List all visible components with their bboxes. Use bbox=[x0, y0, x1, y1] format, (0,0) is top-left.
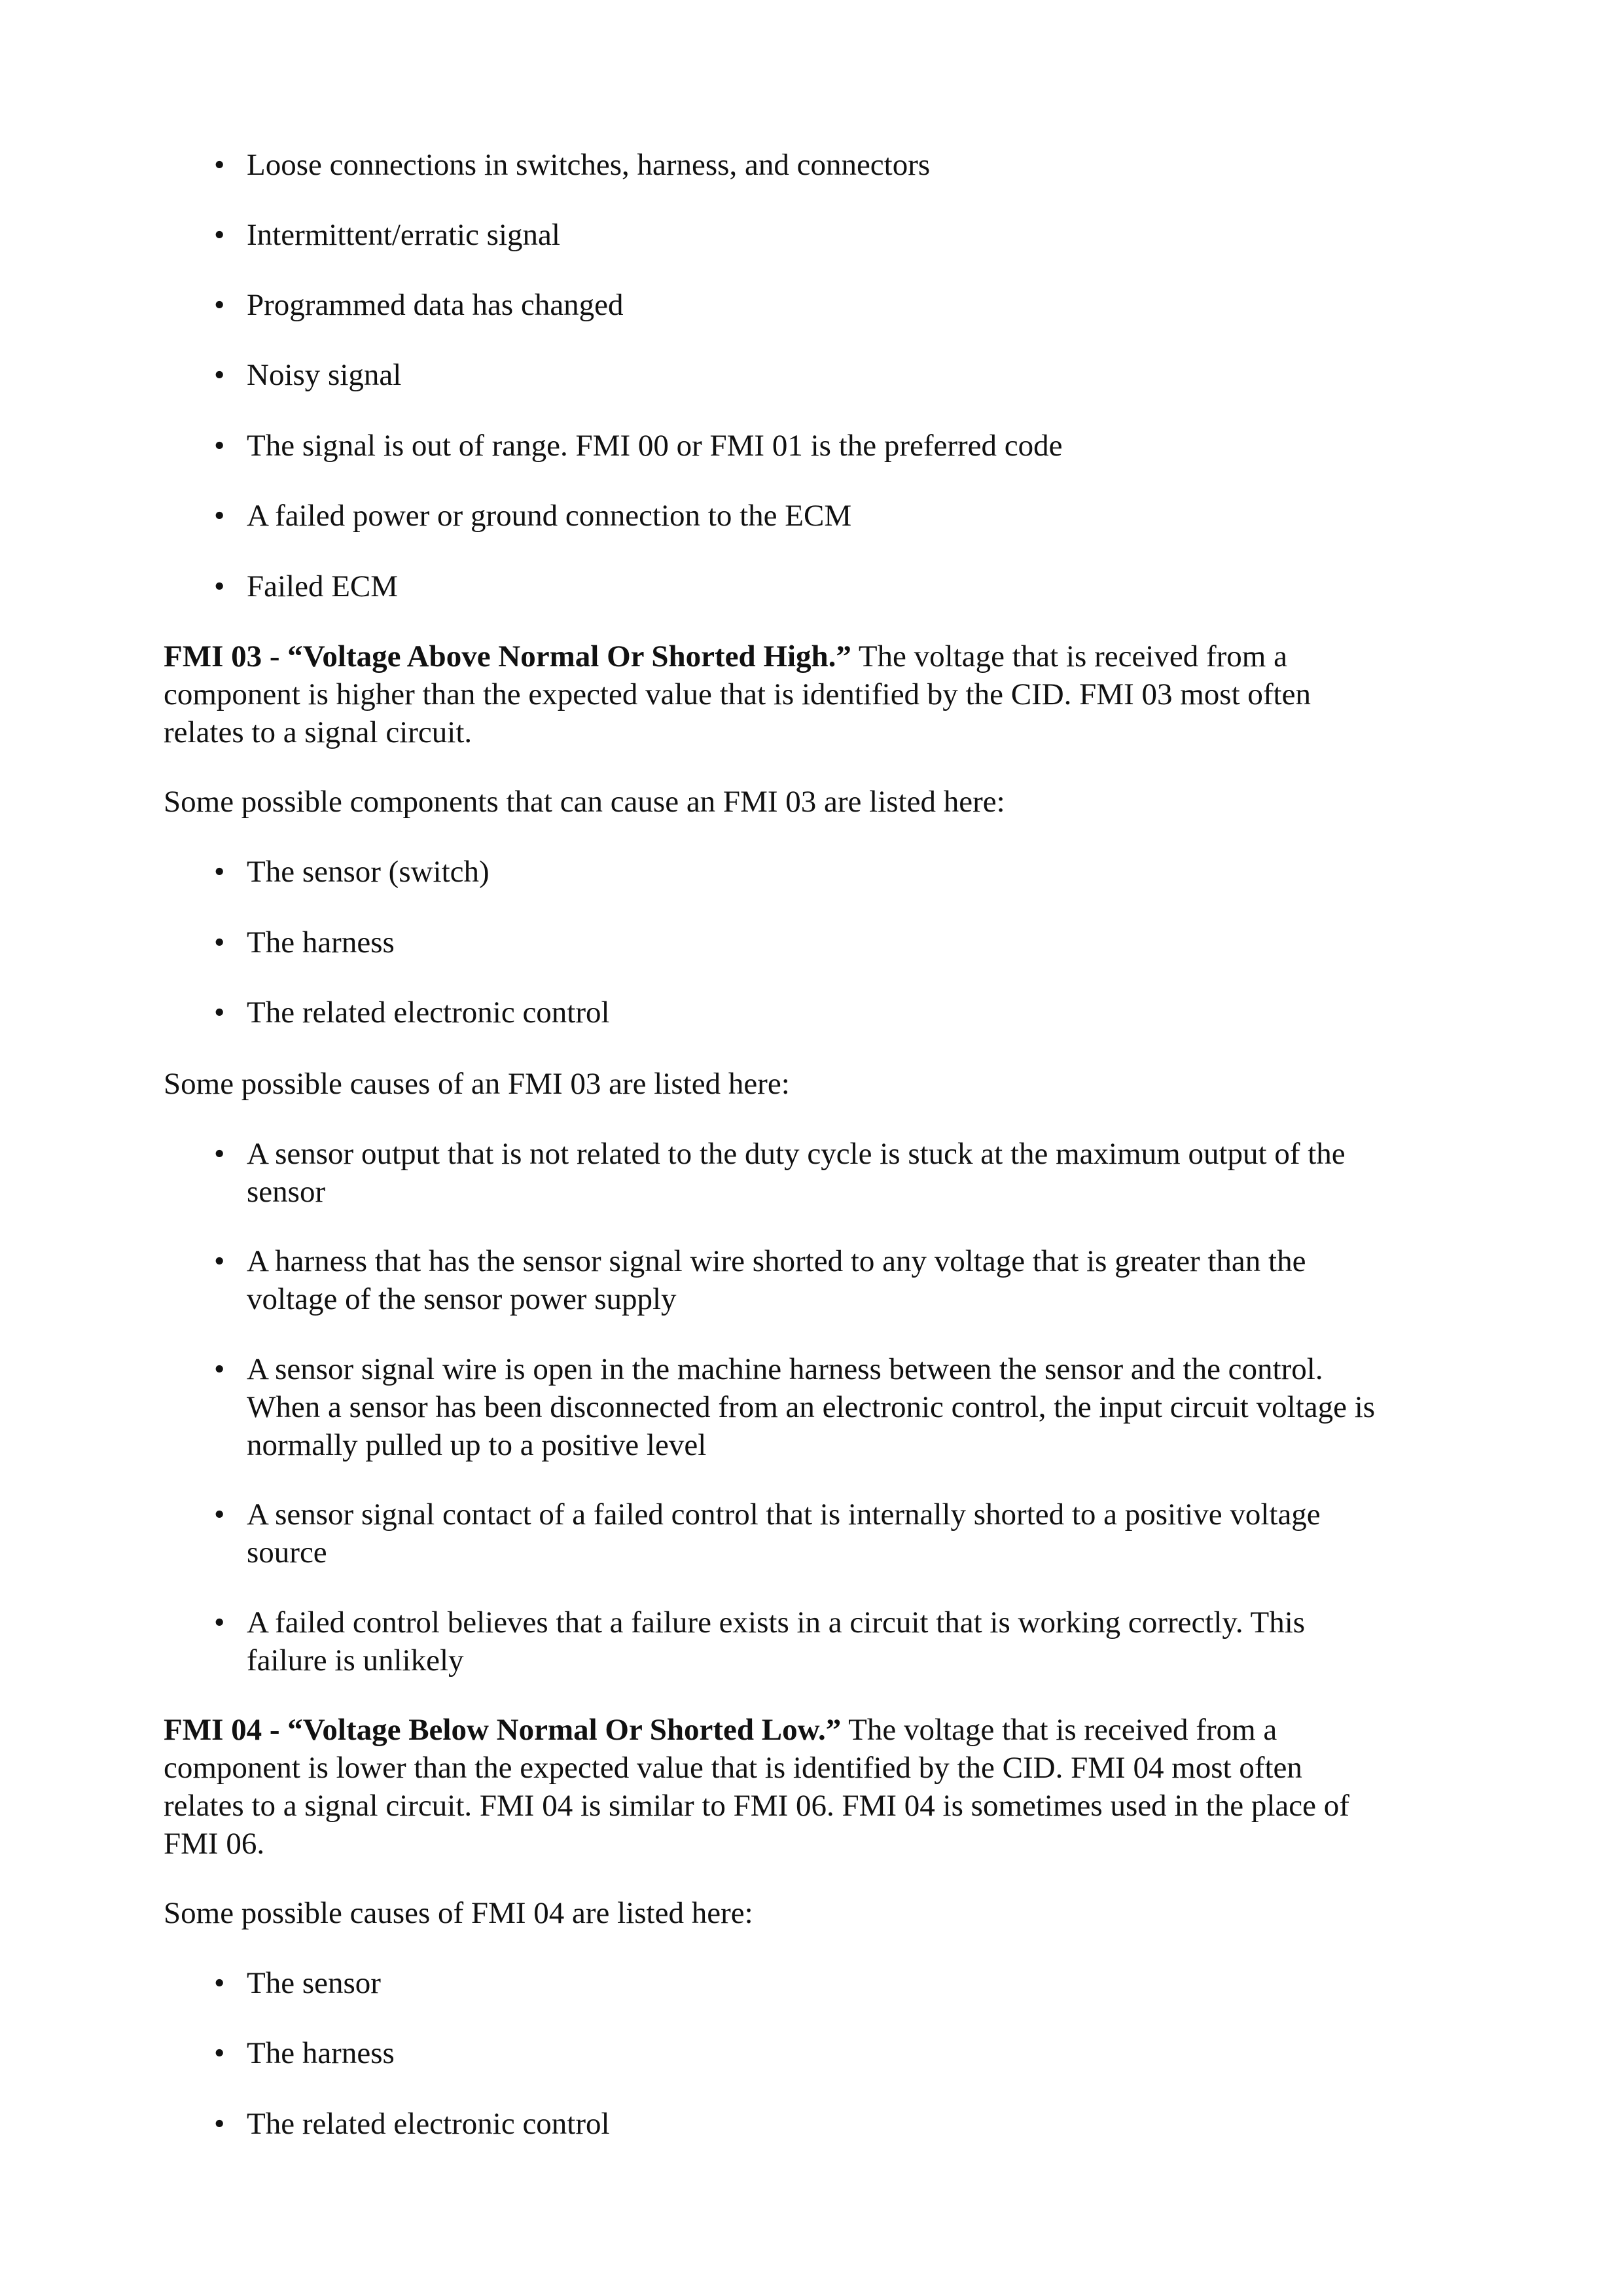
list-item-text: Noisy signal bbox=[247, 358, 402, 392]
fmi03-text-line: relates to a signal circuit. bbox=[164, 715, 473, 749]
list-item-line: When a sensor has been disconnected from an electronic control, the input circuit voltage is bbox=[247, 1390, 1376, 1424]
fmi03-text-line: component is higher than the expected value that is identified by the CID. FMI 03 most often bbox=[164, 677, 1311, 711]
bullet-marker: • bbox=[214, 288, 225, 322]
fmi04-causes-intro: Some possible causes of FMI 04 are listed here: bbox=[164, 1896, 753, 1930]
list-item-text: Intermittent/erratic signal bbox=[247, 218, 560, 252]
bullet-marker: • bbox=[214, 1605, 225, 1640]
fmi03-paragraph bbox=[164, 637, 1479, 751]
fmi03-text-line: The voltage that is received from a bbox=[851, 639, 1287, 673]
bullet-marker: • bbox=[214, 429, 225, 463]
fmi03-causes-intro: Some possible causes of an FMI 03 are listed here: bbox=[164, 1067, 790, 1101]
bullet-marker: • bbox=[214, 499, 225, 533]
list-item-text: Programmed data has changed bbox=[247, 288, 624, 322]
list-item-line: A sensor signal contact of a failed control that is internally shorted to a positive voltage bbox=[247, 1498, 1321, 1532]
list-item-line: normally pulled up to a positive level bbox=[247, 1428, 707, 1462]
fmi04-paragraph bbox=[164, 1711, 1479, 1863]
list-item-text: The related electronic control bbox=[247, 996, 610, 1030]
list-item-text: Loose connections in switches, harness, and connectors bbox=[247, 148, 931, 182]
bullet-marker: • bbox=[214, 996, 225, 1030]
bullet-marker: • bbox=[214, 855, 225, 889]
fmi04-heading: FMI 04 - “Voltage Below Normal Or Shorted Low.” bbox=[164, 1713, 842, 1747]
fmi04-text-line: component is lower than the expected value that is identified by the CID. FMI 04 most often bbox=[164, 1751, 1302, 1785]
list-item-text: The sensor (switch) bbox=[247, 855, 490, 889]
list-item-text: Failed ECM bbox=[247, 569, 399, 603]
bullet-marker: • bbox=[214, 148, 225, 182]
bullet-marker: • bbox=[214, 1498, 225, 1532]
list-item-line: failure is unlikely bbox=[247, 1643, 464, 1677]
list-item-text bbox=[247, 1604, 1490, 1679]
list-item-line: source bbox=[247, 1535, 327, 1570]
bullet-marker: • bbox=[214, 2036, 225, 2070]
list-item-text: The harness bbox=[247, 2036, 395, 2070]
list-item-line: sensor bbox=[247, 1175, 326, 1209]
list-item-line: A harness that has the sensor signal wire shorted to any voltage that is greater than the bbox=[247, 1244, 1306, 1278]
list-item-line: A failed control believes that a failure exists in a circuit that is working correctly. This bbox=[247, 1605, 1306, 1640]
bullet-marker: • bbox=[214, 2107, 225, 2141]
bullet-marker: • bbox=[214, 1966, 225, 2000]
fmi03-heading: FMI 03 - “Voltage Above Normal Or Shorted High.” bbox=[164, 639, 851, 673]
list-item-text bbox=[247, 1242, 1490, 1318]
fmi04-text-line: relates to a signal circuit. FMI 04 is similar to FMI 06. FMI 04 is sometimes used in the place of bbox=[164, 1789, 1349, 1823]
list-item-text: A failed power or ground connection to the ECM bbox=[247, 499, 852, 533]
bullet-marker: • bbox=[214, 569, 225, 603]
list-item-text: The signal is out of range. FMI 00 or FMI 01 is the preferred code bbox=[247, 429, 1063, 463]
bullet-marker: • bbox=[214, 925, 225, 960]
list-item-line: voltage of the sensor power supply bbox=[247, 1282, 677, 1316]
list-item-line: A sensor signal wire is open in the machine harness between the sensor and the control. bbox=[247, 1352, 1323, 1386]
list-item-line: A sensor output that is not related to the duty cycle is stuck at the maximum output of the bbox=[247, 1137, 1346, 1171]
list-item-text: The related electronic control bbox=[247, 2107, 610, 2141]
bullet-marker: • bbox=[214, 1244, 225, 1278]
bullet-marker: • bbox=[214, 218, 225, 252]
fmi04-text-line: FMI 06. bbox=[164, 1827, 265, 1861]
bullet-marker: • bbox=[214, 1352, 225, 1386]
bullet-marker: • bbox=[214, 1137, 225, 1171]
bullet-marker: • bbox=[214, 358, 225, 392]
fmi04-text-line: The voltage that is received from a bbox=[841, 1713, 1277, 1747]
list-item-text bbox=[247, 1135, 1490, 1211]
list-item-text bbox=[247, 1350, 1490, 1464]
list-item-text: The sensor bbox=[247, 1966, 381, 2000]
list-item-text: The harness bbox=[247, 925, 395, 960]
list-item-text bbox=[247, 1496, 1490, 1571]
fmi03-components-intro: Some possible components that can cause an FMI 03 are listed here: bbox=[164, 785, 1005, 819]
